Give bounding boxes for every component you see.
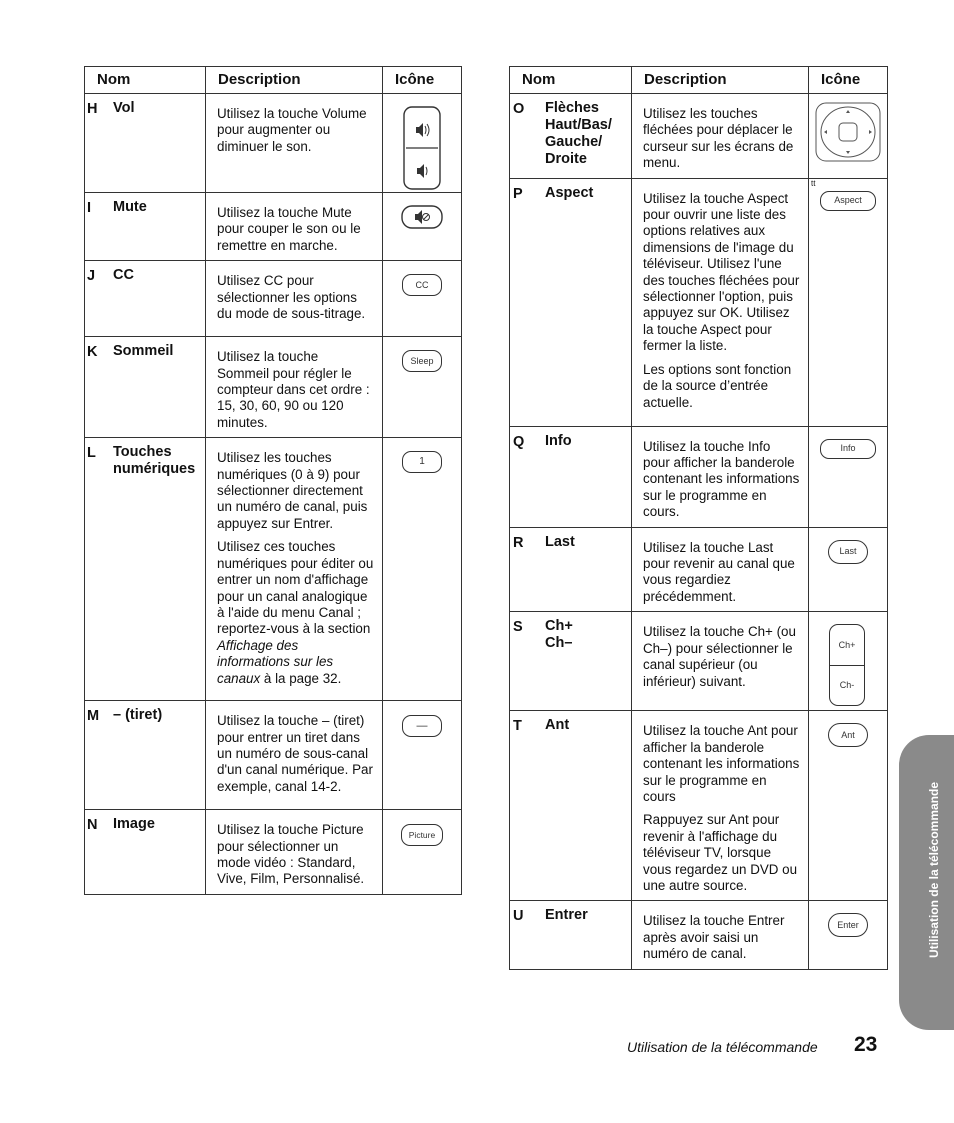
description-text: Utilisez la touche Mute pour couper le son ou le remettre en marche.	[217, 205, 361, 253]
row-icon-cell	[383, 337, 462, 438]
table-row	[510, 426, 888, 527]
description-text: Utilisez la touche Sommeil pour régler le compteur dans cet ordre : 15, 30, 60, 90 ou 120 minutes.	[217, 349, 370, 430]
row-letter: M	[87, 708, 100, 725]
row-name-cell	[85, 193, 206, 261]
description-text: Utilisez la touche Picture pour sélectionner un mode vidéo : Standard, Vive, Film, Personnalisé.	[217, 822, 365, 887]
channel-up-label: Ch+	[830, 625, 864, 666]
row-icon-cell	[383, 701, 462, 810]
table-row	[85, 193, 462, 261]
volume-rocker-icon	[403, 106, 441, 190]
description-text: Utilisez la touche Aspect pour ouvrir une liste des options relatives aux dimensions de l'image du téléviseur. Utilisez l'une des touches fléchées pour sélectionner l'option, puis appuyez sur OK. Utilisez la touche Aspect pour fermer la liste.	[643, 190, 800, 354]
row-name-cell	[85, 438, 206, 701]
row-label: CC	[113, 267, 134, 284]
description-text: Utilisez la touche Entrer après avoir saisi un numéro de canal.	[643, 913, 785, 962]
row-icon-cell	[809, 901, 888, 969]
ant-button-icon: Ant	[828, 723, 868, 747]
row-label: Image	[113, 816, 155, 833]
picture-button-icon: Picture	[401, 824, 443, 846]
row-letter: H	[87, 101, 98, 117]
stray-mark: tt	[811, 178, 816, 188]
row-icon-cell	[383, 261, 462, 337]
table-row	[510, 178, 888, 426]
row-label: Mute	[113, 199, 147, 215]
row-description	[632, 612, 809, 711]
row-label: Touches numériques	[113, 444, 196, 478]
row-description	[206, 337, 383, 438]
last-button-icon: Last	[828, 540, 868, 564]
row-icon-cell	[809, 178, 888, 426]
row-icon-cell	[383, 94, 462, 193]
row-icon-cell	[809, 711, 888, 901]
table-row	[510, 711, 888, 901]
row-description	[632, 94, 809, 179]
description-text: Utilisez ces touches numériques pour éditer ou entrer un nom d'affichage pour un canal analogique à l'aide du menu Canal ; reportez-vous à la section Affichage des informations sur les canaux à la page 32.	[217, 539, 374, 686]
description-text: Utilisez la touche Volume pour augmenter ou diminuer le son.	[217, 106, 367, 154]
row-icon-cell	[809, 94, 888, 179]
row-label: – (tiret)	[113, 707, 163, 724]
row-letter: R	[513, 534, 524, 551]
row-name-cell	[510, 711, 632, 901]
row-description	[632, 527, 809, 612]
row-name-cell	[85, 337, 206, 438]
dpad-icon	[815, 102, 881, 162]
description-text: Utilisez les touches fléchées pour déplacer le curseur sur les écrans de menu.	[643, 106, 794, 171]
row-label: Aspect	[545, 184, 594, 201]
row-letter: N	[87, 817, 98, 834]
header-icon: Icône	[809, 67, 888, 94]
table-row	[85, 337, 462, 438]
row-label: Ant	[545, 717, 570, 734]
table-row	[85, 810, 462, 895]
description-text: Rappuyez sur Ant pour revenir à l'affichage du téléviseur TV, lorsque vous regardez un DVD ou une autre source.	[643, 812, 798, 893]
row-description	[632, 426, 809, 527]
row-icon-cell	[809, 527, 888, 612]
cc-button-icon: CC	[402, 274, 442, 296]
row-letter: K	[87, 344, 98, 361]
left-header-row	[85, 67, 462, 94]
channel-down-label: Ch-	[839, 680, 855, 691]
table-row	[85, 701, 462, 810]
row-name-cell	[510, 94, 632, 179]
row-letter: J	[87, 268, 96, 285]
table-row	[510, 901, 888, 969]
row-letter: T	[513, 718, 522, 735]
row-description	[206, 438, 383, 701]
cross-reference-link[interactable]: Affichage des informations sur les canaux	[217, 637, 334, 686]
sleep-button-icon: Sleep	[402, 350, 442, 372]
dash-button-icon: —	[402, 715, 442, 737]
description-text: Les options sont fonction de la source d’entrée actuelle.	[643, 361, 792, 410]
row-description	[206, 94, 383, 193]
table-row	[510, 527, 888, 612]
row-letter: O	[513, 101, 525, 117]
info-button-icon: Info	[820, 439, 876, 459]
header-name: Nom	[85, 67, 206, 94]
row-name-cell	[85, 261, 206, 337]
mute-icon	[401, 205, 443, 229]
right-header-row	[510, 67, 888, 94]
header-description: Description	[206, 67, 383, 94]
description-text: Utilisez la touche – (tiret) pour entrer un tiret dans un numéro de sous-canal d'un canal numérique. Par exemple, canal 14-2.	[217, 713, 373, 794]
row-description	[632, 711, 809, 901]
table-row	[85, 438, 462, 701]
row-name-cell	[510, 527, 632, 612]
row-label: Vol	[113, 100, 135, 116]
row-label: Entrer	[545, 907, 588, 924]
row-letter: U	[513, 908, 524, 925]
table-row	[85, 94, 462, 193]
row-name-cell	[510, 901, 632, 969]
row-label: Sommeil	[113, 343, 174, 360]
row-label: Info	[545, 432, 572, 449]
row-icon-cell	[809, 426, 888, 527]
table-row	[510, 94, 888, 179]
row-icon-cell	[383, 438, 462, 701]
row-icon-cell	[383, 193, 462, 261]
row-letter: S	[513, 619, 523, 636]
row-description	[206, 810, 383, 895]
row-name-cell	[85, 810, 206, 895]
row-label: Last	[545, 533, 575, 550]
row-description	[632, 901, 809, 969]
description-text: Utilisez les touches numériques (0 à 9) pour sélectionner directement un numéro de canal, puis appuyez sur Entrer.	[217, 450, 368, 531]
row-icon-cell	[383, 810, 462, 895]
row-name-cell	[85, 94, 206, 193]
row-name-cell	[510, 178, 632, 426]
table-row	[510, 612, 888, 711]
row-label: Ch+ Ch–	[545, 618, 573, 652]
row-description	[632, 178, 809, 426]
row-description	[206, 701, 383, 810]
table-row	[85, 261, 462, 337]
description-text: Utilisez la touche Ant pour afficher la banderole contenant les informations sur le programme en cours	[643, 723, 800, 804]
left-remote-table	[84, 66, 462, 895]
description-text: Utilisez la touche Info pour afficher la banderole contenant les informations sur le programme en cours.	[643, 438, 800, 520]
right-remote-table	[509, 66, 888, 970]
description-text: Utilisez la touche Last pour revenir au canal que vous regardiez précédemment.	[643, 539, 795, 604]
row-label: Flèches Haut/Bas/ Gauche/ Droite	[545, 100, 612, 167]
number-button-icon: 1	[402, 451, 442, 473]
description-text: Utilisez la touche Ch+ (ou Ch–) pour sélectionner le canal supérieur (ou inférieur) suivant.	[643, 624, 796, 689]
header-description: Description	[632, 67, 809, 94]
row-description	[206, 261, 383, 337]
row-letter: I	[87, 200, 92, 216]
row-description	[206, 193, 383, 261]
channel-rocker-icon	[829, 624, 865, 706]
row-letter: Q	[513, 433, 525, 450]
row-letter: L	[87, 445, 96, 462]
page-number: 23	[854, 1033, 878, 1056]
row-icon-cell	[809, 612, 888, 711]
row-name-cell	[510, 612, 632, 711]
footer-section-title: Utilisation de la télécommande	[627, 1039, 818, 1055]
row-letter: P	[513, 185, 523, 202]
header-icon: Icône	[383, 67, 462, 94]
enter-button-icon: Enter	[828, 913, 868, 937]
header-name: Nom	[510, 67, 632, 94]
row-name-cell	[510, 426, 632, 527]
side-section-tab-label: Utilisation de la télécommande	[927, 781, 941, 959]
description-text: Utilisez CC pour sélectionner les options du mode de sous-titrage.	[217, 273, 366, 322]
row-name-cell	[85, 701, 206, 810]
aspect-button-icon: Aspect	[820, 191, 876, 211]
